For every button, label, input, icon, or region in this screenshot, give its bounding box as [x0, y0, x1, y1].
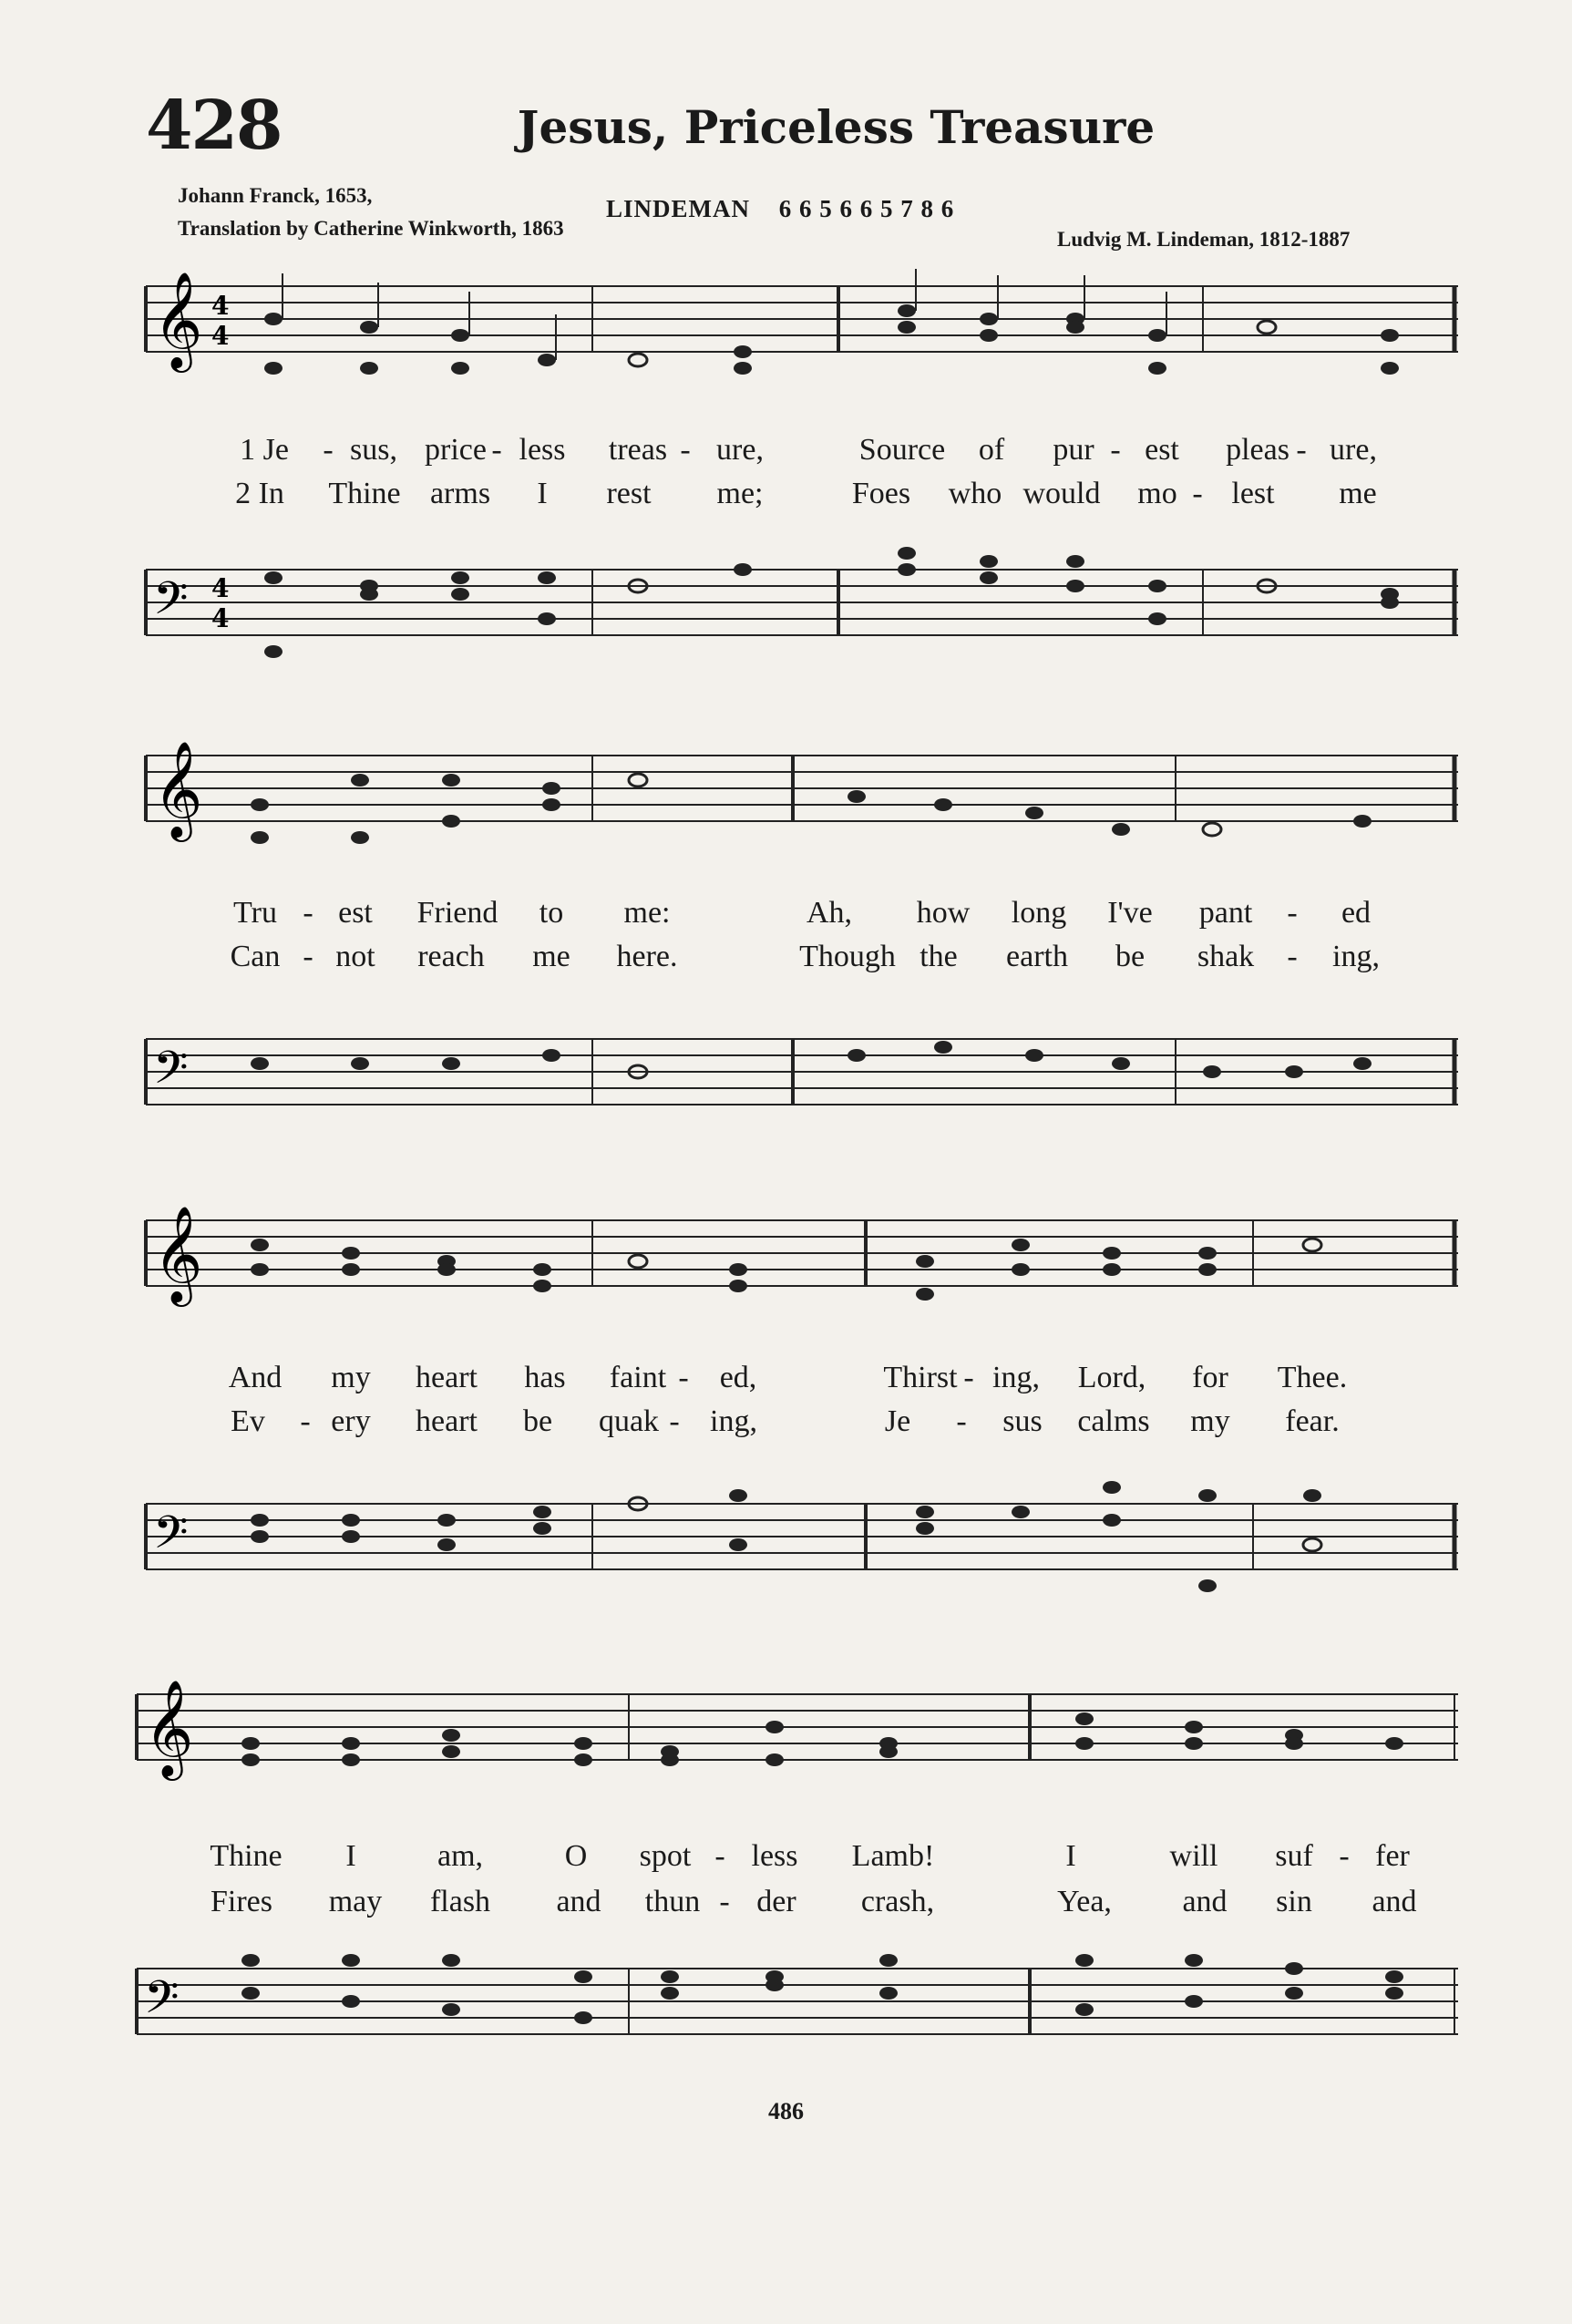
- lyric-syllable: rest: [606, 477, 652, 510]
- bass-staff-2: [0, 1012, 1572, 1148]
- lyric-syllable: -: [1110, 433, 1121, 467]
- svg-text:4: 4: [211, 291, 230, 321]
- hymn-number: 428: [146, 87, 282, 165]
- lyric-syllable: est: [1145, 433, 1179, 467]
- lyric-syllable: Lamb!: [851, 1839, 935, 1873]
- lyric-syllable: -: [300, 1404, 311, 1438]
- lyric-syllable: Yea,: [1057, 1885, 1112, 1918]
- verse2-lyrics-system-4: [0, 1885, 1572, 1928]
- lyric-syllable: shak: [1197, 940, 1255, 973]
- lyric-syllable: -: [963, 1361, 974, 1394]
- lyric-syllable: est: [338, 896, 373, 930]
- lyric-syllable: Though: [799, 940, 896, 973]
- lyric-syllable: me:: [623, 896, 671, 930]
- lyric-syllable: ing,: [710, 1404, 757, 1438]
- lyric-syllable: arms: [429, 477, 491, 510]
- lyric-syllable: 1 Je: [240, 433, 289, 467]
- lyric-syllable: I: [1065, 1839, 1076, 1873]
- lyric-syllable: ing,: [992, 1361, 1040, 1394]
- lyric-syllable: Fires: [211, 1885, 272, 1918]
- page-number: 486: [768, 2098, 804, 2124]
- lyric-syllable: Lord,: [1077, 1361, 1146, 1394]
- lyric-syllable: der: [756, 1885, 796, 1918]
- lyric-syllable: less: [519, 433, 566, 467]
- lyric-syllable: am,: [437, 1839, 484, 1873]
- lyric-syllable: and: [556, 1885, 601, 1918]
- lyric-syllable: -: [1339, 1839, 1350, 1873]
- lyric-syllable: ery: [331, 1404, 371, 1438]
- lyric-syllable: long: [1011, 896, 1067, 930]
- verse2-lyrics-system-3: [0, 1404, 1572, 1448]
- lyric-syllable: me;: [716, 477, 764, 510]
- lyric-syllable: heart: [416, 1404, 478, 1438]
- lyric-syllable: has: [524, 1361, 566, 1394]
- lyric-syllable: suf: [1275, 1839, 1313, 1873]
- treble-staff-3: [0, 1198, 1572, 1335]
- svg-text:4: 4: [211, 573, 230, 603]
- lyric-syllable: fear.: [1285, 1404, 1340, 1438]
- lyric-syllable: Thirst: [883, 1361, 958, 1394]
- lyric-syllable: how: [916, 896, 971, 930]
- lyric-syllable: -: [323, 433, 334, 467]
- lyric-syllable: for: [1192, 1361, 1228, 1394]
- lyric-syllable: Ah,: [806, 896, 853, 930]
- author-line: Johann Franck, 1653,: [178, 184, 373, 207]
- tune-info: [606, 195, 954, 223]
- verse1-lyrics-system-4: [0, 1839, 1572, 1883]
- lyric-syllable: Source: [858, 433, 946, 467]
- lyric-syllable: me: [532, 940, 570, 973]
- lyric-syllable: pant: [1198, 896, 1253, 930]
- lyric-syllable: Friend: [416, 896, 498, 930]
- lyric-syllable: would: [1022, 477, 1101, 510]
- verse2-lyrics-system-1: [0, 477, 1572, 520]
- lyric-syllable: me: [1339, 477, 1377, 510]
- lyric-syllable: I: [537, 477, 548, 510]
- lyric-syllable: -: [1192, 477, 1203, 510]
- lyric-syllable: O: [564, 1839, 588, 1873]
- lyric-syllable: and: [1372, 1885, 1417, 1918]
- lyric-syllable: calms: [1077, 1404, 1150, 1438]
- svg-text:𝄢: 𝄢: [153, 1042, 189, 1105]
- lyric-syllable: -: [719, 1885, 730, 1918]
- svg-text:𝄢: 𝄢: [144, 1971, 180, 2035]
- lyric-syllable: price: [425, 433, 487, 467]
- lyric-syllable: -: [678, 1361, 689, 1394]
- lyric-syllable: -: [303, 940, 313, 973]
- svg-text:𝄢: 𝄢: [153, 1506, 189, 1570]
- lyric-syllable: -: [1287, 940, 1298, 973]
- lyric-syllable: be: [522, 1404, 553, 1438]
- lyric-syllable: ed,: [719, 1361, 757, 1394]
- lyric-syllable: heart: [416, 1361, 478, 1394]
- svg-text:𝄞: 𝄞: [153, 740, 203, 838]
- lyric-syllable: not: [335, 940, 375, 973]
- lyric-syllable: may: [328, 1885, 383, 1918]
- lyric-syllable: Je: [884, 1404, 911, 1438]
- lyric-syllable: 2 In: [235, 477, 284, 510]
- composer-line: Ludvig M. Lindeman, 1812-1887: [1057, 228, 1351, 251]
- lyric-syllable: Tru: [233, 896, 277, 930]
- lyric-syllable: sin: [1276, 1885, 1312, 1918]
- lyric-syllable: Thee.: [1277, 1361, 1348, 1394]
- lyric-syllable: faint: [609, 1361, 667, 1394]
- lyric-syllable: I: [345, 1839, 356, 1873]
- lyric-syllable: quak: [598, 1404, 660, 1438]
- verse1-lyrics-system-3: [0, 1361, 1572, 1404]
- lyric-syllable: pur: [1053, 433, 1094, 467]
- lyric-syllable: here.: [616, 940, 678, 973]
- lyric-syllable: -: [491, 433, 502, 467]
- lyric-syllable: -: [714, 1839, 725, 1873]
- lyric-syllable: who: [948, 477, 1002, 510]
- lyric-syllable: ing,: [1332, 940, 1380, 973]
- lyric-syllable: ed: [1341, 896, 1372, 930]
- lyric-syllable: -: [1296, 433, 1307, 467]
- hymn-title: Jesus, Priceless Treasure: [517, 100, 1156, 154]
- svg-text:𝄞: 𝄞: [153, 1205, 203, 1302]
- lyric-syllable: -: [669, 1404, 680, 1438]
- treble-staff-4: [0, 1672, 1572, 1809]
- verse2-lyrics-system-2: [0, 940, 1572, 983]
- lyric-syllable: treas: [608, 433, 668, 467]
- lyric-syllable: earth: [1006, 940, 1068, 973]
- lyric-syllable: Ev: [231, 1404, 265, 1438]
- lyric-syllable: my: [1190, 1404, 1230, 1438]
- lyric-syllable: my: [331, 1361, 371, 1394]
- lyric-syllable: -: [956, 1404, 967, 1438]
- lyric-syllable: and: [1182, 1885, 1228, 1918]
- lyric-syllable: of: [978, 433, 1005, 467]
- translator-line: Translation by Catherine Winkworth, 1863: [178, 217, 564, 240]
- svg-text:𝄞: 𝄞: [153, 271, 203, 368]
- treble-staff-1: [0, 264, 1572, 401]
- lyric-syllable: sus,: [350, 433, 397, 467]
- lyric-syllable: I've: [1107, 896, 1153, 930]
- lyric-syllable: ure,: [1330, 433, 1377, 467]
- tune-name: LINDEMAN: [606, 195, 751, 222]
- lyric-syllable: Thine: [210, 1839, 283, 1873]
- lyric-syllable: be: [1115, 940, 1146, 973]
- lyric-syllable: -: [680, 433, 691, 467]
- lyric-syllable: pleas: [1226, 433, 1289, 467]
- lyric-syllable: Can: [230, 940, 281, 973]
- lyric-syllable: spot: [639, 1839, 692, 1873]
- svg-text:𝄞: 𝄞: [144, 1679, 194, 1776]
- lyric-syllable: -: [1287, 896, 1298, 930]
- svg-text:𝄢: 𝄢: [153, 572, 189, 636]
- svg-text:4: 4: [211, 321, 230, 351]
- lyric-syllable: less: [751, 1839, 798, 1873]
- verse1-lyrics-system-2: [0, 896, 1572, 940]
- lyric-syllable: flash: [429, 1885, 491, 1918]
- bass-staff-1: [0, 542, 1572, 679]
- lyric-syllable: the: [920, 940, 958, 973]
- bass-staff-3: [0, 1476, 1572, 1613]
- treble-staff-2: [0, 734, 1572, 870]
- lyric-syllable: reach: [417, 940, 485, 973]
- lyric-syllable: will: [1169, 1839, 1218, 1873]
- lyric-syllable: mo: [1137, 477, 1177, 510]
- lyric-syllable: Foes: [851, 477, 911, 510]
- bass-staff-4: [0, 1941, 1572, 2078]
- lyric-syllable: crash,: [860, 1885, 935, 1918]
- tune-meter: 6 6 5 6 6 5 7 8 6: [778, 195, 955, 222]
- lyric-syllable: to: [539, 896, 564, 930]
- lyric-syllable: fer: [1375, 1839, 1410, 1873]
- lyric-syllable: And: [228, 1361, 283, 1394]
- lyric-syllable: -: [303, 896, 313, 930]
- lyric-syllable: lest: [1231, 477, 1275, 510]
- verse1-lyrics-system-1: [0, 433, 1572, 477]
- svg-text:4: 4: [211, 603, 230, 633]
- lyric-syllable: Thine: [328, 477, 401, 510]
- lyric-syllable: thun: [644, 1885, 701, 1918]
- lyric-syllable: ure,: [716, 433, 764, 467]
- lyric-syllable: sus: [1002, 1404, 1043, 1438]
